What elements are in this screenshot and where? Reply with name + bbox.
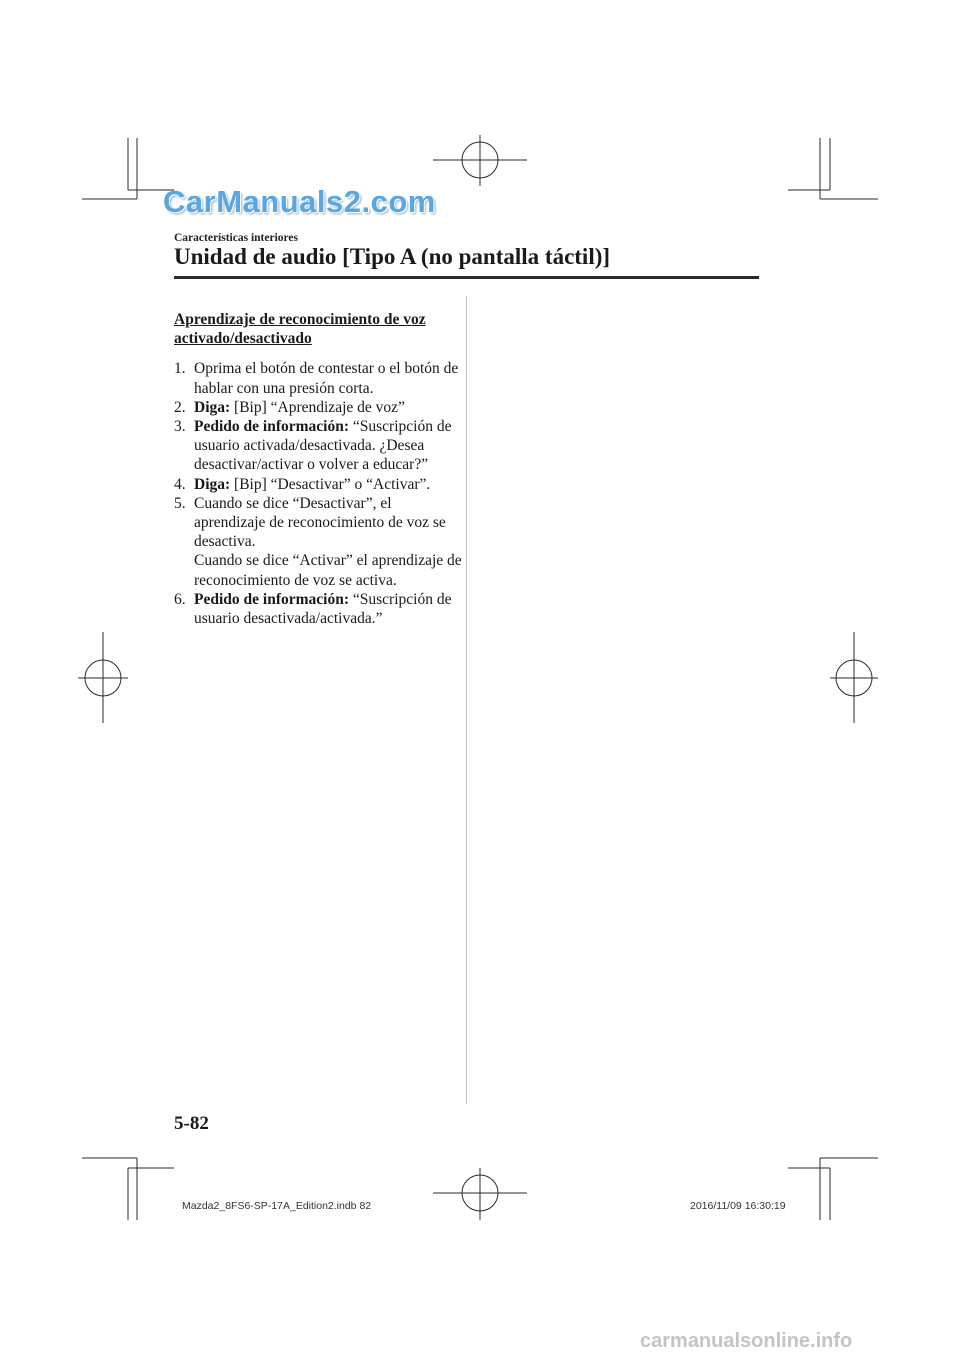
step-item <box>174 475 462 494</box>
page-number: 5-82 <box>174 1113 209 1134</box>
step-text: Oprima el botón de contestar o el botón de hablar con una presión corta. <box>194 360 459 397</box>
article-column <box>174 310 462 628</box>
bottom-watermark: carmanualsonline.info <box>640 1330 853 1352</box>
section-label: Características interiores <box>174 232 299 244</box>
article-heading-line-2: activado/desactivado <box>174 330 312 348</box>
step-text: Cuando se dice “Desactivar”, el aprendizaje de reconocimiento de voz se desactiva. Cuando se dice “Activar” el aprendizaje de reconocimiento de voz se activa. <box>194 494 462 589</box>
step-number: 4. <box>174 475 186 493</box>
step-item <box>174 417 462 475</box>
step-item <box>174 398 462 417</box>
step-text: Pedido de información: “Suscripción de usuario desactivada/activada.” <box>194 590 452 628</box>
title-rule <box>174 276 759 279</box>
article-heading <box>174 310 462 348</box>
step-text: Diga: [Bip] “Desactivar” o “Activar”. <box>194 475 431 493</box>
step-number: 1. <box>174 360 186 378</box>
step-text: Pedido de información: “Suscripción de usuario activada/desactivada. ¿Desea desactivar/activar o volver a educar?” <box>194 418 452 474</box>
step-item <box>174 590 462 628</box>
step-number: 6. <box>174 590 186 608</box>
footer-date-info: 2016/11/09 16:30:19 <box>690 1200 786 1212</box>
step-item <box>174 359 462 397</box>
column-divider <box>466 296 467 1104</box>
article-heading-line-1: Aprendizaje de reconocimiento de voz <box>174 311 426 328</box>
chapter-title: Unidad de audio [Tipo A (no pantalla táctil)] <box>174 244 611 269</box>
carmanuals-watermark-logo: CarManuals2.com <box>163 184 436 219</box>
step-item <box>174 494 462 590</box>
footer-file-info: Mazda2_8FS6-SP-17A_Edition2.indb 82 <box>182 1200 372 1212</box>
step-number: 2. <box>174 398 186 416</box>
steps-list <box>174 359 462 628</box>
step-text: Diga: [Bip] “Aprendizaje de voz” <box>194 398 405 416</box>
step-number: 5. <box>174 494 186 512</box>
step-number: 3. <box>174 418 186 436</box>
